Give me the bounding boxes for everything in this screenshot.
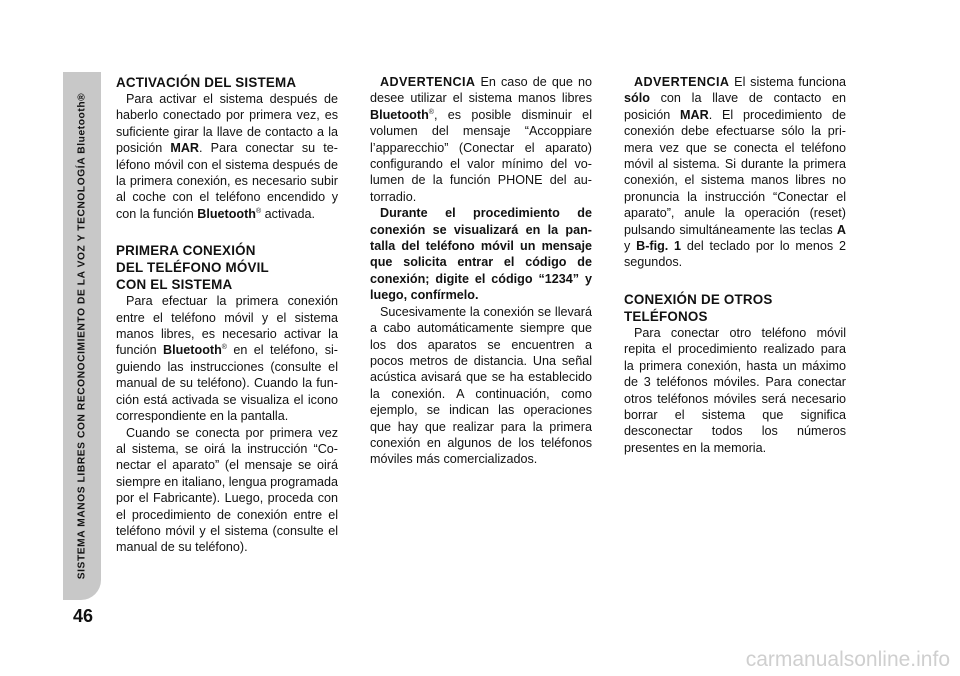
column-2: [370, 74, 592, 468]
paragraph-automatic: Sucesivamente la conexión se llevará a cabo automáticamente siempre que los dos aparatos se encuentren a pocos metros de distancia. Una señal acústica avisará que se ha establecido la conexión. A continuación, como ejemplo, se indican las operaciones que hay que realizar para la primera conexión en algunos de los teléfonos móviles más comercializados.: [370, 304, 592, 467]
heading-first-connection: PRIMERA CONEXIÓN DEL TELÉFONO MÓVIL CON EL SISTEMA: [116, 243, 269, 293]
heading-other-phones: CONEXIÓN DE OTROS TELÉFONOS: [624, 291, 773, 324]
warning-label: ADVERTENCIA: [634, 75, 730, 89]
paragraph-first-connection: Para efectuar la primera conexión entre el teléfono móvil y el sistema manos libres, es necesario activar la función Bluetooth® en el teléfono, siguiendo las instrucciones (consulte el manual de su teléfono). Cuando la función está activada se visualiza el icono correspondiente en la pantalla.: [116, 294, 338, 424]
page-number: 46: [72, 606, 94, 626]
paragraph-other-phones: Para conectar otro teléfono móvil repita el procedimiento realizado para la primera conexión, hasta un máximo de 3 teléfonos móviles. Para conectar otros teléfonos móviles será necesario borrar el sistema que significa desconectar todos los números presentes en la memoria.: [624, 325, 846, 455]
paragraph-activation: Para activar el sistema después de haberlo conectado por primera vez, es suficiente girar la llave de contacto a la posición MAR. Para conectar su teléfono móvil con el sistema después de la primera conexión, es necesario subir al coche con el teléfono encendido y con la función Bluetooth® activada.: [116, 92, 338, 221]
watermark: carmanualsonline.info: [745, 648, 950, 671]
paragraph-code: Durante el procedimiento de conexión se visualizará en la pantalla del teléfono móvil un mensaje que solicita entrar el código de conexión; digite el código “1234” y luego, confírmelo.: [370, 206, 592, 303]
running-header: SISTEMA MANOS LIBRES CON RECONOCIMIENTO DE LA VOZ Y TECNOLOGÍA Bluetooth®: [76, 92, 88, 580]
column-1: [116, 74, 338, 556]
heading-activation: ACTIVACIÓN DEL SISTEMA: [116, 75, 297, 90]
column-3: [624, 74, 846, 456]
warning-volume: ADVERTENCIA En caso de que no desee utilizar el sistema manos libres Bluetooth®, es posible disminuir el volumen del mensaje “Accoppiare l’apparecchio” (Conectar el aparato) configurando el valor mínimo del volumen de la función PHONE del autorradio.: [370, 75, 592, 204]
warning-label: ADVERTENCIA: [380, 75, 476, 89]
warning-key: ADVERTENCIA El sistema funciona sólo con la llave de contacto en posición MAR. El procedimiento de conexión debe efectuarse sólo la primera vez que se conecta el teléfono móvil al sistema. Si durante la primera conexión, el sistema manos libres no pronuncia la instrucción “Conectar el aparato”, anule la operación (reset) pulsando simultáneamente las teclas A y B-fig. 1 del teclado por lo menos 2 segundos.: [624, 75, 847, 270]
paragraph-first-time: Cuando se conecta por primera vez al sistema, se oirá la instrucción “Conectar el aparato” (el mensaje se oirá siempre en italiano, lengua programada por el Fabricante). Luego, proceda con el procedimiento de conexión entre el teléfono móvil y el sistema (consulte el manual de su teléfono).: [116, 425, 338, 555]
